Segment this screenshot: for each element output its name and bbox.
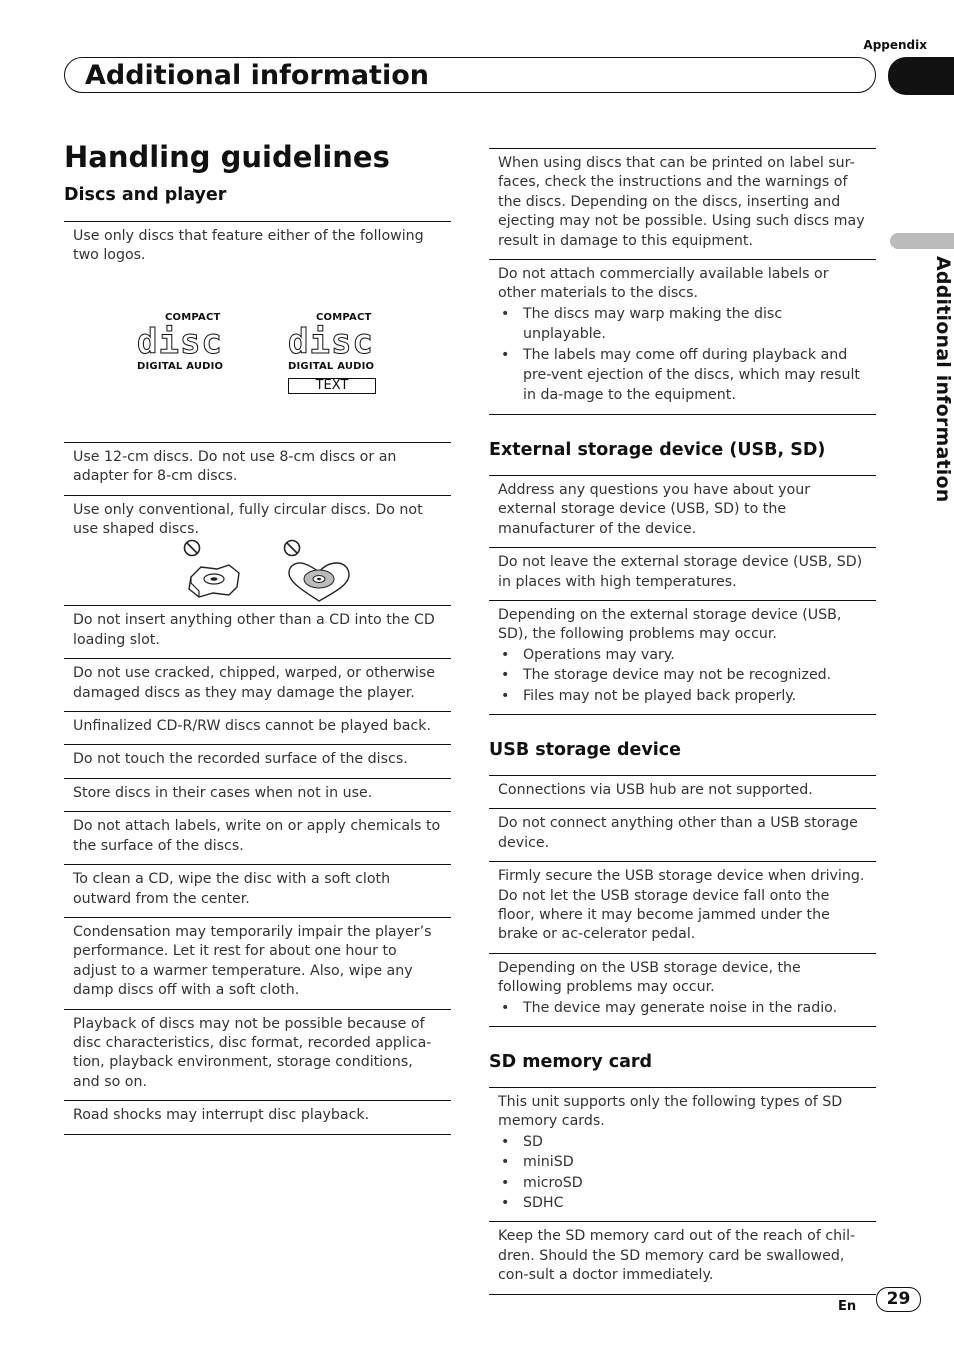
guideline-item: Store discs in their cases when not in use. [64, 778, 451, 811]
guideline-item [489, 1087, 876, 1221]
guideline-item: Address any questions you have about your external storage device (USB, SD) to the manufacturer of the device. [489, 475, 876, 547]
guideline-item: Unfinalized CD-R/RW discs cannot be played back. [64, 711, 451, 744]
guideline-text: Use only discs that feature either of the following two logos. [73, 228, 424, 264]
guideline-item: Road shocks may interrupt disc playback. [64, 1100, 451, 1134]
side-label: Additional information [932, 256, 954, 503]
logo-text-box: TEXT [288, 378, 376, 394]
bullet-list [498, 645, 867, 706]
logo-bottom-text: DIGITAL AUDIO [137, 361, 224, 373]
list-item: • microSD [498, 1173, 867, 1193]
section-header-title: Additional information [85, 60, 429, 91]
guideline-item: Condensation may temporarily impair the player’s performance. Let it rest for about one hour to adjust to a warmer temperature. Also, wipe any damp discs off with a soft cloth. [64, 917, 451, 1009]
guideline-item: Firmly secure the USB storage device when driving. Do not let the USB storage device fall onto the floor, where it may become jammed under the brake or ac-celerator pedal. [489, 861, 876, 953]
guideline-text: Depending on the USB storage device, the following problems may occur. [498, 959, 801, 996]
compact-disc-text-logo [288, 308, 380, 394]
list-item: • The labels may come off during playback and pre-vent ejection of the discs, which may result in da-mage to the equipment. [498, 345, 867, 406]
list-item: • Files may not be played back properly. [498, 686, 867, 706]
bullet-list [498, 304, 867, 406]
logo-mark: disc [288, 322, 374, 363]
list-item: • SD [498, 1132, 867, 1152]
guideline-item: Do not insert anything other than a CD into the CD loading slot. [64, 605, 451, 658]
no-heart-disc-icon [277, 539, 357, 605]
section-title-usb-storage: USB storage device [489, 739, 682, 760]
guideline-item: Do not use cracked, chipped, warped, or otherwise damaged discs as they may damage the player. [64, 658, 451, 711]
guideline-item [489, 953, 876, 1027]
disc-logos [73, 266, 442, 442]
guideline-text: Depending on the external storage device (USB, SD), the following problems may occur. [498, 606, 842, 643]
guideline-item: Connections via USB hub are not supported. [489, 775, 876, 808]
guideline-item: Do not attach labels, write on or apply chemicals to the surface of the discs. [64, 811, 451, 864]
footer-language: En [838, 1299, 857, 1314]
section-header-tab [888, 57, 954, 95]
list-item: • The discs may warp making the disc unplayable. [498, 304, 867, 345]
guideline-item: Do not leave the external storage device (USB, SD) in places with high temperatures. [489, 547, 876, 600]
guideline-item: Use 12-cm discs. Do not use 8-cm discs or an adapter for 8-cm discs. [64, 442, 451, 495]
guideline-item [489, 600, 876, 715]
guideline-text: This unit supports only the following types of SD memory cards. [498, 1094, 843, 1130]
list-item: • The device may generate noise in the radio. [498, 998, 867, 1018]
right-column [489, 148, 876, 1295]
section-title-discs: Discs and player [64, 185, 227, 205]
list-item: • SDHC [498, 1193, 867, 1213]
bullet-list [498, 1132, 867, 1214]
guideline-item: Playback of discs may not be possible because of disc characteristics, disc format, recorded applica-tion, playback environment, storage conditions, and so on. [64, 1009, 451, 1101]
section-header [64, 57, 876, 93]
guideline-text: Use only conventional, fully circular discs. Do not use shaped discs. [73, 501, 423, 538]
shaped-discs-illustration [73, 539, 442, 605]
side-tab [890, 233, 954, 249]
appendix-label: Appendix [863, 38, 927, 52]
logo-top-text: COMPACT [316, 311, 372, 323]
guideline-item: To clean a CD, wipe the disc with a soft cloth outward from the center. [64, 864, 451, 917]
guideline-item: When using discs that can be printed on label sur-faces, check the instructions and the warnings of the discs. Depending on the discs, inserting and ejecting may not be possible. Using such discs may result in damage to this equipment. [489, 148, 876, 259]
left-column [64, 184, 451, 1135]
guideline-item: Do not connect anything other than a USB storage device. [489, 808, 876, 861]
page-number: 29 [876, 1287, 921, 1312]
guideline-item: Keep the SD memory card out of the reach of chil-dren. Should the SD memory card be swallowed, con-sult a doctor immediately. [489, 1221, 876, 1294]
list-item: • Operations may vary. [498, 645, 867, 665]
section-title-external-storage: External storage device (USB, SD) [489, 439, 826, 460]
guideline-item: Do not touch the recorded surface of the discs. [64, 744, 451, 777]
list-item: • miniSD [498, 1152, 867, 1172]
guideline-item [64, 221, 451, 442]
guideline-text: Do not attach commercially available labels or other materials to the discs. [498, 266, 829, 302]
logo-mark: disc [137, 322, 223, 363]
section-title-sd-card: SD memory card [489, 1052, 653, 1072]
guideline-item [489, 259, 876, 415]
page-title: Handling guidelines [64, 140, 390, 174]
no-shaped-disc-icon [177, 539, 257, 605]
guideline-item [64, 495, 451, 606]
list-item: • The storage device may not be recognized. [498, 665, 867, 685]
logo-top-text: COMPACT [165, 311, 221, 323]
compact-disc-logo [137, 308, 229, 377]
logo-bottom-text: DIGITAL AUDIO [288, 361, 375, 373]
bullet-list [498, 998, 867, 1018]
